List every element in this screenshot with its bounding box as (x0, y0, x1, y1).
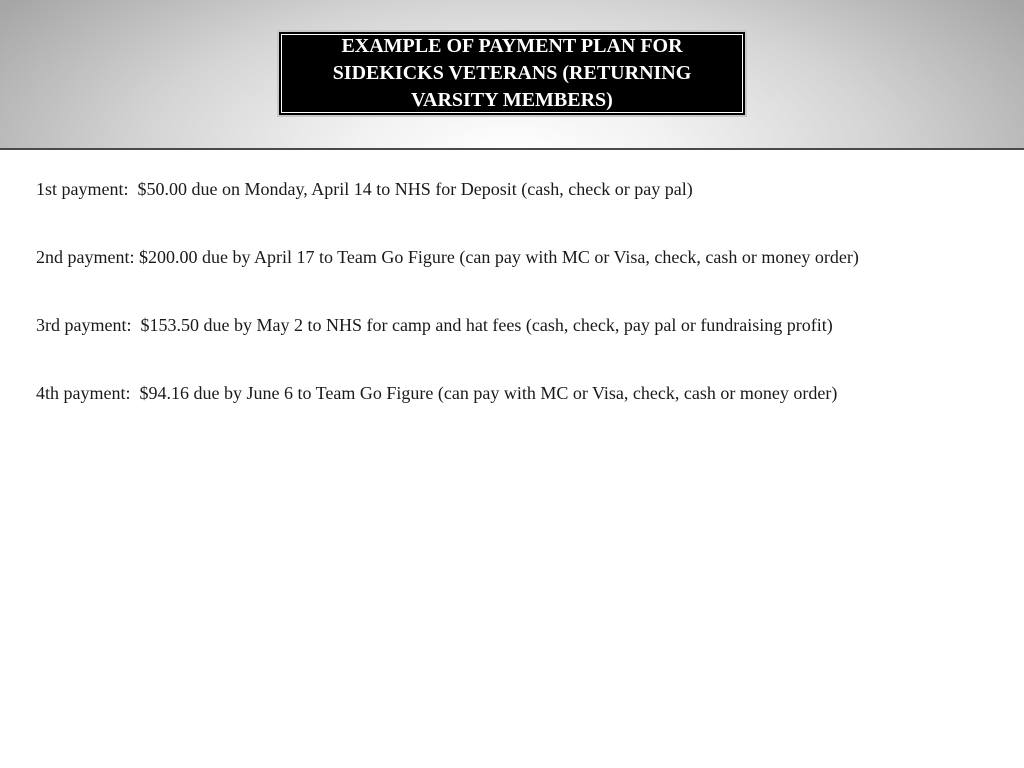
payment-item-1: 1st payment: $50.00 due on Monday, April 14 to NHS for Deposit (cash, check or pay pal) (36, 179, 693, 199)
payment-item-4: 4th payment: $94.16 due by June 6 to Team Go Figure (can pay with MC or Visa, check, cash or money order) (36, 383, 838, 403)
payment-list (36, 176, 1001, 448)
payment-item-3: 3rd payment: $153.50 due by May 2 to NHS for camp and hat fees (cash, check, pay pal or fundraising profit) (36, 315, 833, 335)
page-title: EXAMPLE OF PAYMENT PLAN FOR SIDEKICKS VETERANS (RETURNING VARSITY MEMBERS) (332, 35, 692, 111)
title-inner-border (281, 34, 743, 113)
title-box (277, 30, 747, 117)
header-band (0, 0, 1024, 150)
payment-item-2: 2nd payment: $200.00 due by April 17 to Team Go Figure (can pay with MC or Visa, check, cash or money order) (36, 247, 859, 267)
